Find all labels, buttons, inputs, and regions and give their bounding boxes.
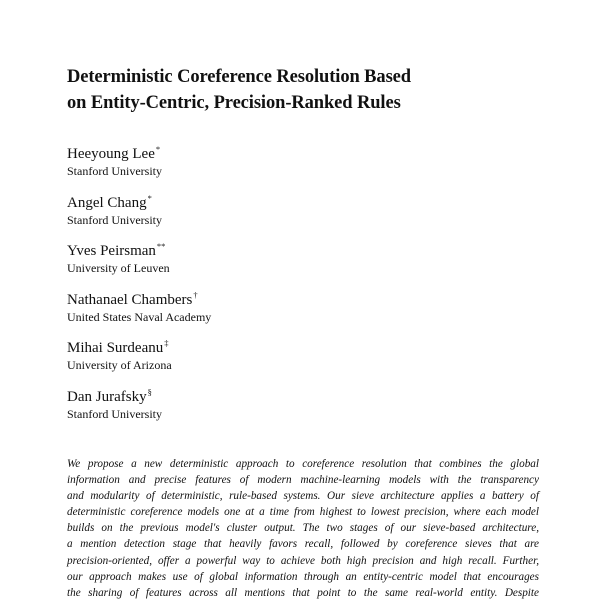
author-footnote-mark: § bbox=[147, 386, 152, 397]
author-affiliation: University of Arizona bbox=[67, 358, 172, 372]
author-name: Nathanael Chambers† bbox=[67, 289, 198, 308]
title-line: on Entity-Centric, Precision-Ranked Rules bbox=[67, 93, 401, 113]
author-name: Heeyoung Lee* bbox=[67, 144, 161, 162]
abstract bbox=[67, 456, 539, 600]
author-block bbox=[67, 340, 537, 389]
author-affiliation: United States Naval Academy bbox=[67, 309, 212, 324]
author-affiliation: Stanford University bbox=[67, 164, 162, 178]
abstract-line: deterministic coreference models one at a time from highest to lowest precision, where each model bbox=[67, 506, 539, 519]
author-footnote-mark: * bbox=[147, 192, 152, 203]
abstract-line: our approach makes use of global information through an entity-centric model that encourages bbox=[67, 570, 539, 583]
paper-title bbox=[67, 64, 537, 116]
abstract-line: the sharing of features across all mentions that point to the same real-world entity. Despite bbox=[67, 586, 539, 599]
author-name: Dan Jurafsky§ bbox=[67, 386, 152, 405]
abstract-line: a mention detection stage that heavily favors recall, followed by coreference sieves that are bbox=[67, 538, 539, 551]
author-block bbox=[67, 289, 537, 341]
abstract-line: information and precise features of modern machine-learning models with the transparency bbox=[67, 474, 539, 487]
author-affiliation: Stanford University bbox=[67, 406, 162, 421]
author-block bbox=[67, 386, 537, 438]
author-footnote-mark: * bbox=[155, 144, 161, 154]
author-list bbox=[67, 146, 537, 437]
author-block bbox=[67, 243, 537, 292]
title-line: Deterministic Coreference Resolution Based bbox=[67, 67, 411, 87]
author-affiliation: Stanford University bbox=[67, 212, 162, 227]
author-footnote-mark: ‡ bbox=[164, 338, 169, 348]
author-block bbox=[67, 146, 537, 195]
author-footnote-mark: ** bbox=[156, 241, 166, 251]
author-footnote-mark: † bbox=[193, 289, 198, 300]
author-affiliation: University of Leuven bbox=[67, 261, 170, 275]
abstract-line: precision-oriented, offer a powerful way to achieve both high precision and high recall. Further, bbox=[67, 554, 539, 567]
author-name: Mihai Surdeanu‡ bbox=[67, 338, 169, 356]
author-name: Angel Chang* bbox=[67, 192, 152, 211]
abstract-line: and modularity of deterministic, rule-based systems. Our sieve architecture applies a battery of bbox=[67, 490, 539, 503]
abstract-line: builds on the previous model's cluster output. The two stages of our sieve-based architecture, bbox=[67, 522, 539, 535]
author-block bbox=[67, 192, 537, 244]
author-name: Yves Peirsman** bbox=[67, 241, 166, 259]
abstract-line: We propose a new deterministic approach to coreference resolution that combines the global bbox=[67, 458, 539, 470]
